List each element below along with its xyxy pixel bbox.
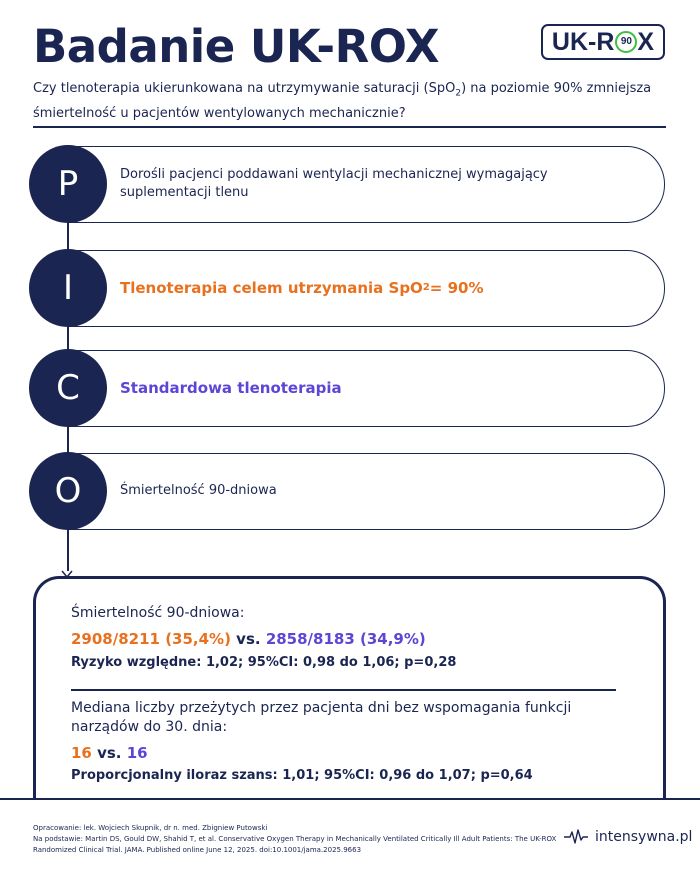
- pico-row-intervention: [29, 250, 666, 327]
- credits: [33, 823, 573, 856]
- footer-divider: [0, 798, 700, 800]
- uk-rox-logo: [541, 24, 665, 60]
- logo-text: UK-R: [551, 27, 615, 56]
- header-divider: [33, 126, 666, 128]
- mortality-values: [71, 630, 426, 648]
- pico-row-population: [29, 146, 666, 223]
- outcome-text: Śmiertelność 90-dniowa: [120, 482, 277, 498]
- results-panel: [33, 576, 666, 798]
- page-title: Badanie UK-ROX: [33, 20, 440, 73]
- heartbeat-logo-icon: [563, 828, 589, 846]
- median-values: [71, 744, 148, 762]
- authors: Opracowanie: lek. Wojciech Skupnik, dr n. med. Zbigniew Putowski: [33, 824, 268, 832]
- mortality-group-conservative: 2908/8211 (35,4%): [71, 630, 231, 648]
- vs-label: vs.: [230, 630, 266, 648]
- logo-badge: 90: [615, 31, 637, 53]
- study-question: Czy tlenoterapia ukierunkowana na utrzymywanie saturacji (SpO$_2$) na poziomie 90% zmniejsza śmiertelność u pacjentów wentylowanych mechanicznie?: [33, 81, 652, 121]
- pico-row-outcome: [29, 453, 666, 530]
- pico-letter-circle: O: [29, 452, 107, 530]
- pico-letter-circle: I: [29, 249, 107, 327]
- logo-text-end: X: [637, 27, 655, 56]
- vs-label: vs.: [91, 744, 127, 762]
- mortality-group-standard: 2858/8183 (34,9%): [265, 630, 426, 648]
- pico-row-comparison: [29, 350, 666, 427]
- median-group-standard: 16: [126, 744, 148, 762]
- brand: [563, 828, 692, 846]
- median-label: Mediana liczby przeżytych przez pacjenta dni bez wspomagania funkcji narządów do 30. dnia:: [71, 700, 572, 735]
- source-line: Randomized Clinical Trial. JAMA. Published online June 12, 2025. doi:10.1001/jama.2025.9663: [33, 846, 362, 854]
- comparison-text: Standardowa tlenoterapia: [120, 378, 342, 397]
- source-line: Na podstawie: Martin DS, Gould DW, Shahid T, et al. Conservative Oxygen Therapy in Mechanically Ventilated Critically Ill Adult Patients: The UK-ROX: [33, 835, 557, 843]
- median-group-conservative: 16: [71, 744, 92, 762]
- relative-risk: Ryzyko względne: 1,02; 95%CI: 0,98 do 1,06; p=0,28: [71, 655, 457, 670]
- intervention-text: Tlenoterapia celem utrzymania SpO 2 = 90%: [120, 278, 484, 297]
- brand-name: intensywna.pl: [595, 829, 693, 845]
- mortality-label: Śmiertelność 90-dniowa:: [71, 605, 245, 621]
- results-divider: [71, 689, 616, 691]
- pico-letter-circle: C: [29, 349, 107, 427]
- population-text: Dorośli pacjenci poddawani wentylacji mechanicznej wymagający suplementacji tlenu: [120, 166, 548, 200]
- odds-ratio: Proporcjonalny iloraz szans: 1,01; 95%CI: 0,96 do 1,07; p=0,64: [71, 768, 533, 783]
- pico-letter-circle: P: [29, 145, 107, 223]
